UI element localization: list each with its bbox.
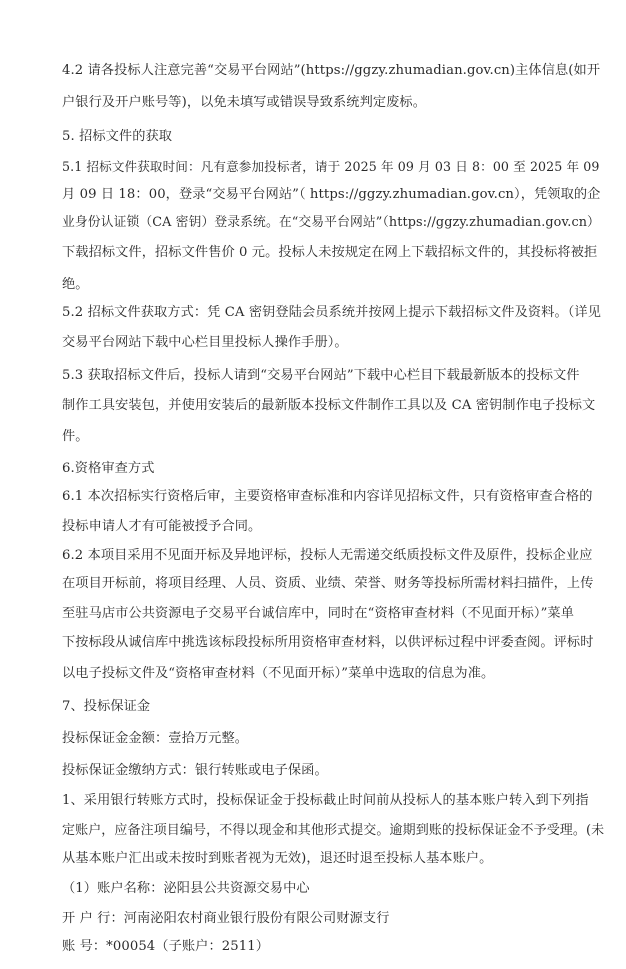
text-line: 开 户 行：河南泌阳农村商业银行股份有限公司财源支行 <box>62 911 390 926</box>
text-line: 4.2 请各投标人注意完善“交易平台网站”(https://ggzy.zhumadian.gov.cn)主体信息(如开 <box>62 63 601 78</box>
text-line: 5.1 招标文件获取时间：凡有意参加投标者，请于 2025 年 09 月 03 日 8：00 至 2025 年 09 <box>62 159 600 174</box>
text-line: （1）账户名称：泌阳县公共资源交易中心 <box>62 881 310 896</box>
text-line: 绝。 <box>62 277 89 292</box>
text-line: 投标保证金缴纳方式：银行转账或电子保函。 <box>62 763 328 778</box>
text-line: 以电子投标文件及“资格审查材料（不见面开标）”菜单中选取的信息为准。 <box>62 666 495 681</box>
text-line: 定账户，应备注项目编号，不得以现金和其他形式提交。逾期到账的投标保证金不予受理。(未 <box>62 823 605 838</box>
text-line: 5.2 招标文件获取方式：凭 CA 密钥登陆会员系统并按网上提示下载招标文件及资料。（详见 <box>62 305 601 320</box>
text-line: 在项目开标前，将项目经理、人员、资质、业绩、荣誉、财务等投标所需材料扫描件，上传 <box>62 576 594 591</box>
text-line: 投标申请人才有可能被授予合同。 <box>62 519 262 534</box>
text-line: 投标保证金金额：壹拾万元整。 <box>62 731 249 746</box>
text-line: 1、采用银行转账方式时，投标保证金于投标截止时间前从投标人的基本账户转入到下列指 <box>62 793 589 808</box>
text-line: 月 09 日 18：00，登录“交易平台网站”（ https://ggzy.zhumadian.gov.cn），凭领取的企 <box>62 187 601 202</box>
text-line: 下按标段从诚信库中挑选该标段投标所用资格审查材料，以供评标过程中评委查阅。评标时 <box>62 635 594 650</box>
text-line: 下载招标文件，招标文件售价 0 元。投标人未按规定在网上下载招标文件的，其投标将被拒 <box>62 245 598 260</box>
text-line: 从基本账户汇出或未按时到账者视为无效)，退还时退至投标人基本账户。 <box>62 851 493 866</box>
text-line: 6.2 本项目采用不见面开标及异地评标，投标人无需递交纸质投标文件及原件，投标企业应 <box>62 548 593 563</box>
text-line: 业身份认证锁（CA 密钥）登录系统。在“交易平台网站”（https://ggzy.zhumadian.gov.cn） <box>62 215 600 230</box>
text-line: 交易平台网站下载中心栏目里投标人操作手册）。 <box>62 335 348 350</box>
text-line: 制作工具安装包，并使用安装后的最新版本投标文件制作工具以及 CA 密钥制作电子投标文 <box>62 398 596 413</box>
text-line: 户银行及开户账号等)，以免未填写或错误导致系统判定废标。 <box>62 95 427 110</box>
section-heading: 5. 招标文件的获取 <box>62 129 173 144</box>
text-line: 账 号：*00054（子账户：2511） <box>62 939 269 954</box>
text-line: 至驻马店市公共资源电子交易平台诚信库中，同时在“资格审查材料（不见面开标）”菜单 <box>62 606 575 621</box>
text-line: 件。 <box>62 429 89 444</box>
text-line: 5.3 获取招标文件后，投标人请到“交易平台网站”下载中心栏目下载最新版本的投标文件 <box>62 368 580 383</box>
section-heading: 6.资格审查方式 <box>62 461 155 476</box>
section-heading: 7、投标保证金 <box>62 699 151 714</box>
text-line: 6.1 本次招标实行资格后审，主要资格审查标准和内容详见招标文件，只有资格审查合格的 <box>62 489 593 504</box>
